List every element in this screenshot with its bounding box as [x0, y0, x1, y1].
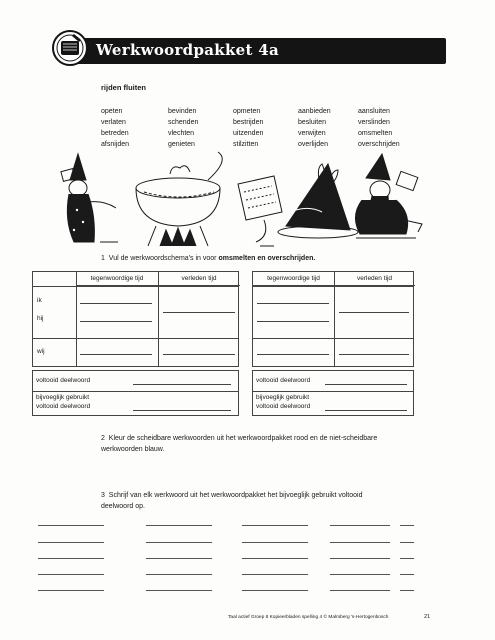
spelling-logo-icon — [50, 28, 90, 68]
answer-line[interactable] — [38, 574, 104, 575]
answer-line[interactable] — [80, 303, 152, 304]
answer-line[interactable] — [80, 354, 152, 355]
answer-line[interactable] — [339, 312, 409, 313]
subtitle-verbs: rijden fluiten — [101, 83, 146, 92]
label-voltooid-deelwoord-2: voltooid deelwoord — [256, 403, 311, 410]
answer-line[interactable] — [330, 542, 390, 543]
word-item: bestrijden — [233, 119, 264, 126]
word-item: overlijden — [298, 141, 328, 148]
page-title: Werkwoordpakket 4a — [96, 41, 280, 59]
task-1-number: 1 — [101, 255, 105, 262]
answer-line[interactable] — [330, 574, 390, 575]
word-item: opeten — [101, 108, 123, 115]
label-voltooid-deelwoord: voltooid deelwoord — [36, 377, 91, 384]
word-column-2 — [168, 106, 198, 150]
pronoun-wij: wij — [37, 348, 45, 355]
participle-box-left — [32, 370, 239, 416]
answer-line[interactable] — [38, 558, 104, 559]
answer-line[interactable] — [242, 542, 308, 543]
word-item: verslinden — [358, 119, 390, 126]
pronoun-ik: ik — [37, 297, 42, 304]
answer-line[interactable] — [80, 321, 152, 322]
word-column-3 — [233, 106, 263, 150]
word-item: stilzitten — [233, 141, 259, 148]
answer-line[interactable] — [339, 354, 409, 355]
pronoun-hij: hij — [37, 315, 44, 322]
answer-line[interactable] — [242, 590, 308, 591]
answer-line[interactable] — [330, 590, 390, 591]
answer-line[interactable] — [146, 574, 212, 575]
word-column-1 — [101, 106, 129, 150]
task-3-line-1: Schrijf van elk werkwoord uit het werkwoordpakket het bijvoeglijk gebruikt voltooid — [108, 492, 363, 499]
word-item: betreden — [101, 130, 129, 137]
answer-line[interactable] — [146, 590, 212, 591]
answer-line[interactable] — [325, 410, 407, 411]
task-2-instruction — [101, 433, 441, 455]
answer-line[interactable] — [146, 525, 212, 526]
answer-line[interactable] — [163, 312, 235, 313]
answer-line[interactable] — [242, 558, 308, 559]
wizard-cauldron-illustration — [60, 150, 430, 250]
answer-line[interactable] — [146, 542, 212, 543]
answer-line[interactable] — [325, 384, 407, 385]
word-item: besluiten — [298, 119, 327, 126]
answer-line[interactable] — [242, 574, 308, 575]
conjugation-table-right — [252, 271, 414, 367]
word-item: genieten — [168, 141, 195, 148]
task-2-line-2: werkwoorden blauw. — [101, 446, 165, 453]
word-column-4 — [298, 106, 331, 150]
answer-line[interactable] — [400, 590, 414, 591]
task-2-line-1: Kleur de scheidbare werkwoorden uit het werkwoordpakket rood en de niet-scheidbare — [108, 435, 378, 442]
task-3-instruction — [101, 490, 441, 512]
label-bijvoeglijk-gebruikt: bijvoeglijk gebruikt — [36, 394, 90, 401]
task-1-instruction — [101, 253, 315, 264]
answer-line[interactable] — [242, 525, 308, 526]
col-header-past: verleden tijd — [334, 272, 415, 286]
label-bijvoeglijk-gebruikt: bijvoeglijk gebruikt — [256, 394, 310, 401]
task-3-line-2: deelwoord op. — [101, 503, 145, 510]
word-item: verwijten — [298, 130, 326, 137]
col-header-present: tegenwoordige tijd — [253, 272, 334, 286]
word-item: bevinden — [168, 108, 197, 115]
task-2-number: 2 — [101, 435, 105, 442]
answer-line[interactable] — [38, 590, 104, 591]
answer-line[interactable] — [133, 384, 231, 385]
answer-line[interactable] — [38, 542, 104, 543]
answer-line[interactable] — [257, 354, 329, 355]
word-item: verlaten — [101, 119, 126, 126]
word-item: overschrijden — [358, 141, 400, 148]
task-3-number: 3 — [101, 492, 105, 499]
word-item: schenden — [168, 119, 199, 126]
answer-line[interactable] — [330, 558, 390, 559]
label-voltooid-deelwoord: voltooid deelwoord — [256, 377, 311, 384]
conjugation-table-left — [32, 271, 239, 367]
answer-line[interactable] — [257, 303, 329, 304]
answer-line[interactable] — [400, 558, 414, 559]
word-item: opmeten — [233, 108, 261, 115]
word-item: aanbieden — [298, 108, 331, 115]
word-item: aansluiten — [358, 108, 390, 115]
answer-line[interactable] — [257, 321, 329, 322]
page-number: 21 — [424, 614, 431, 620]
col-header-past: verleden tijd — [158, 272, 240, 286]
footer-credits: Taal actief Groep 8 Kopieerbladen spelling 4 © Malmberg 's-Hertogenbosch — [228, 615, 389, 620]
answer-line[interactable] — [400, 542, 414, 543]
answer-line[interactable] — [400, 574, 414, 575]
answer-line[interactable] — [400, 525, 414, 526]
col-header-present: tegenwoordige tijd — [76, 272, 158, 286]
word-item: vlechten — [168, 130, 195, 137]
word-item: afsnijden — [101, 141, 130, 148]
participle-box-right — [252, 370, 414, 416]
task-1-text: Vul de werkwoordschema's in voor — [108, 255, 217, 262]
answer-line[interactable] — [330, 525, 390, 526]
answer-line[interactable] — [133, 410, 231, 411]
word-column-5 — [358, 106, 400, 150]
word-item: uitzenden — [233, 130, 264, 137]
answer-line[interactable] — [38, 525, 104, 526]
label-voltooid-deelwoord-2: voltooid deelwoord — [36, 403, 91, 410]
answer-line[interactable] — [146, 558, 212, 559]
answer-line[interactable] — [163, 354, 235, 355]
word-item: omsmelten — [358, 130, 393, 137]
task-1-bold-verbs: omsmelten en overschrijden. — [218, 255, 316, 262]
